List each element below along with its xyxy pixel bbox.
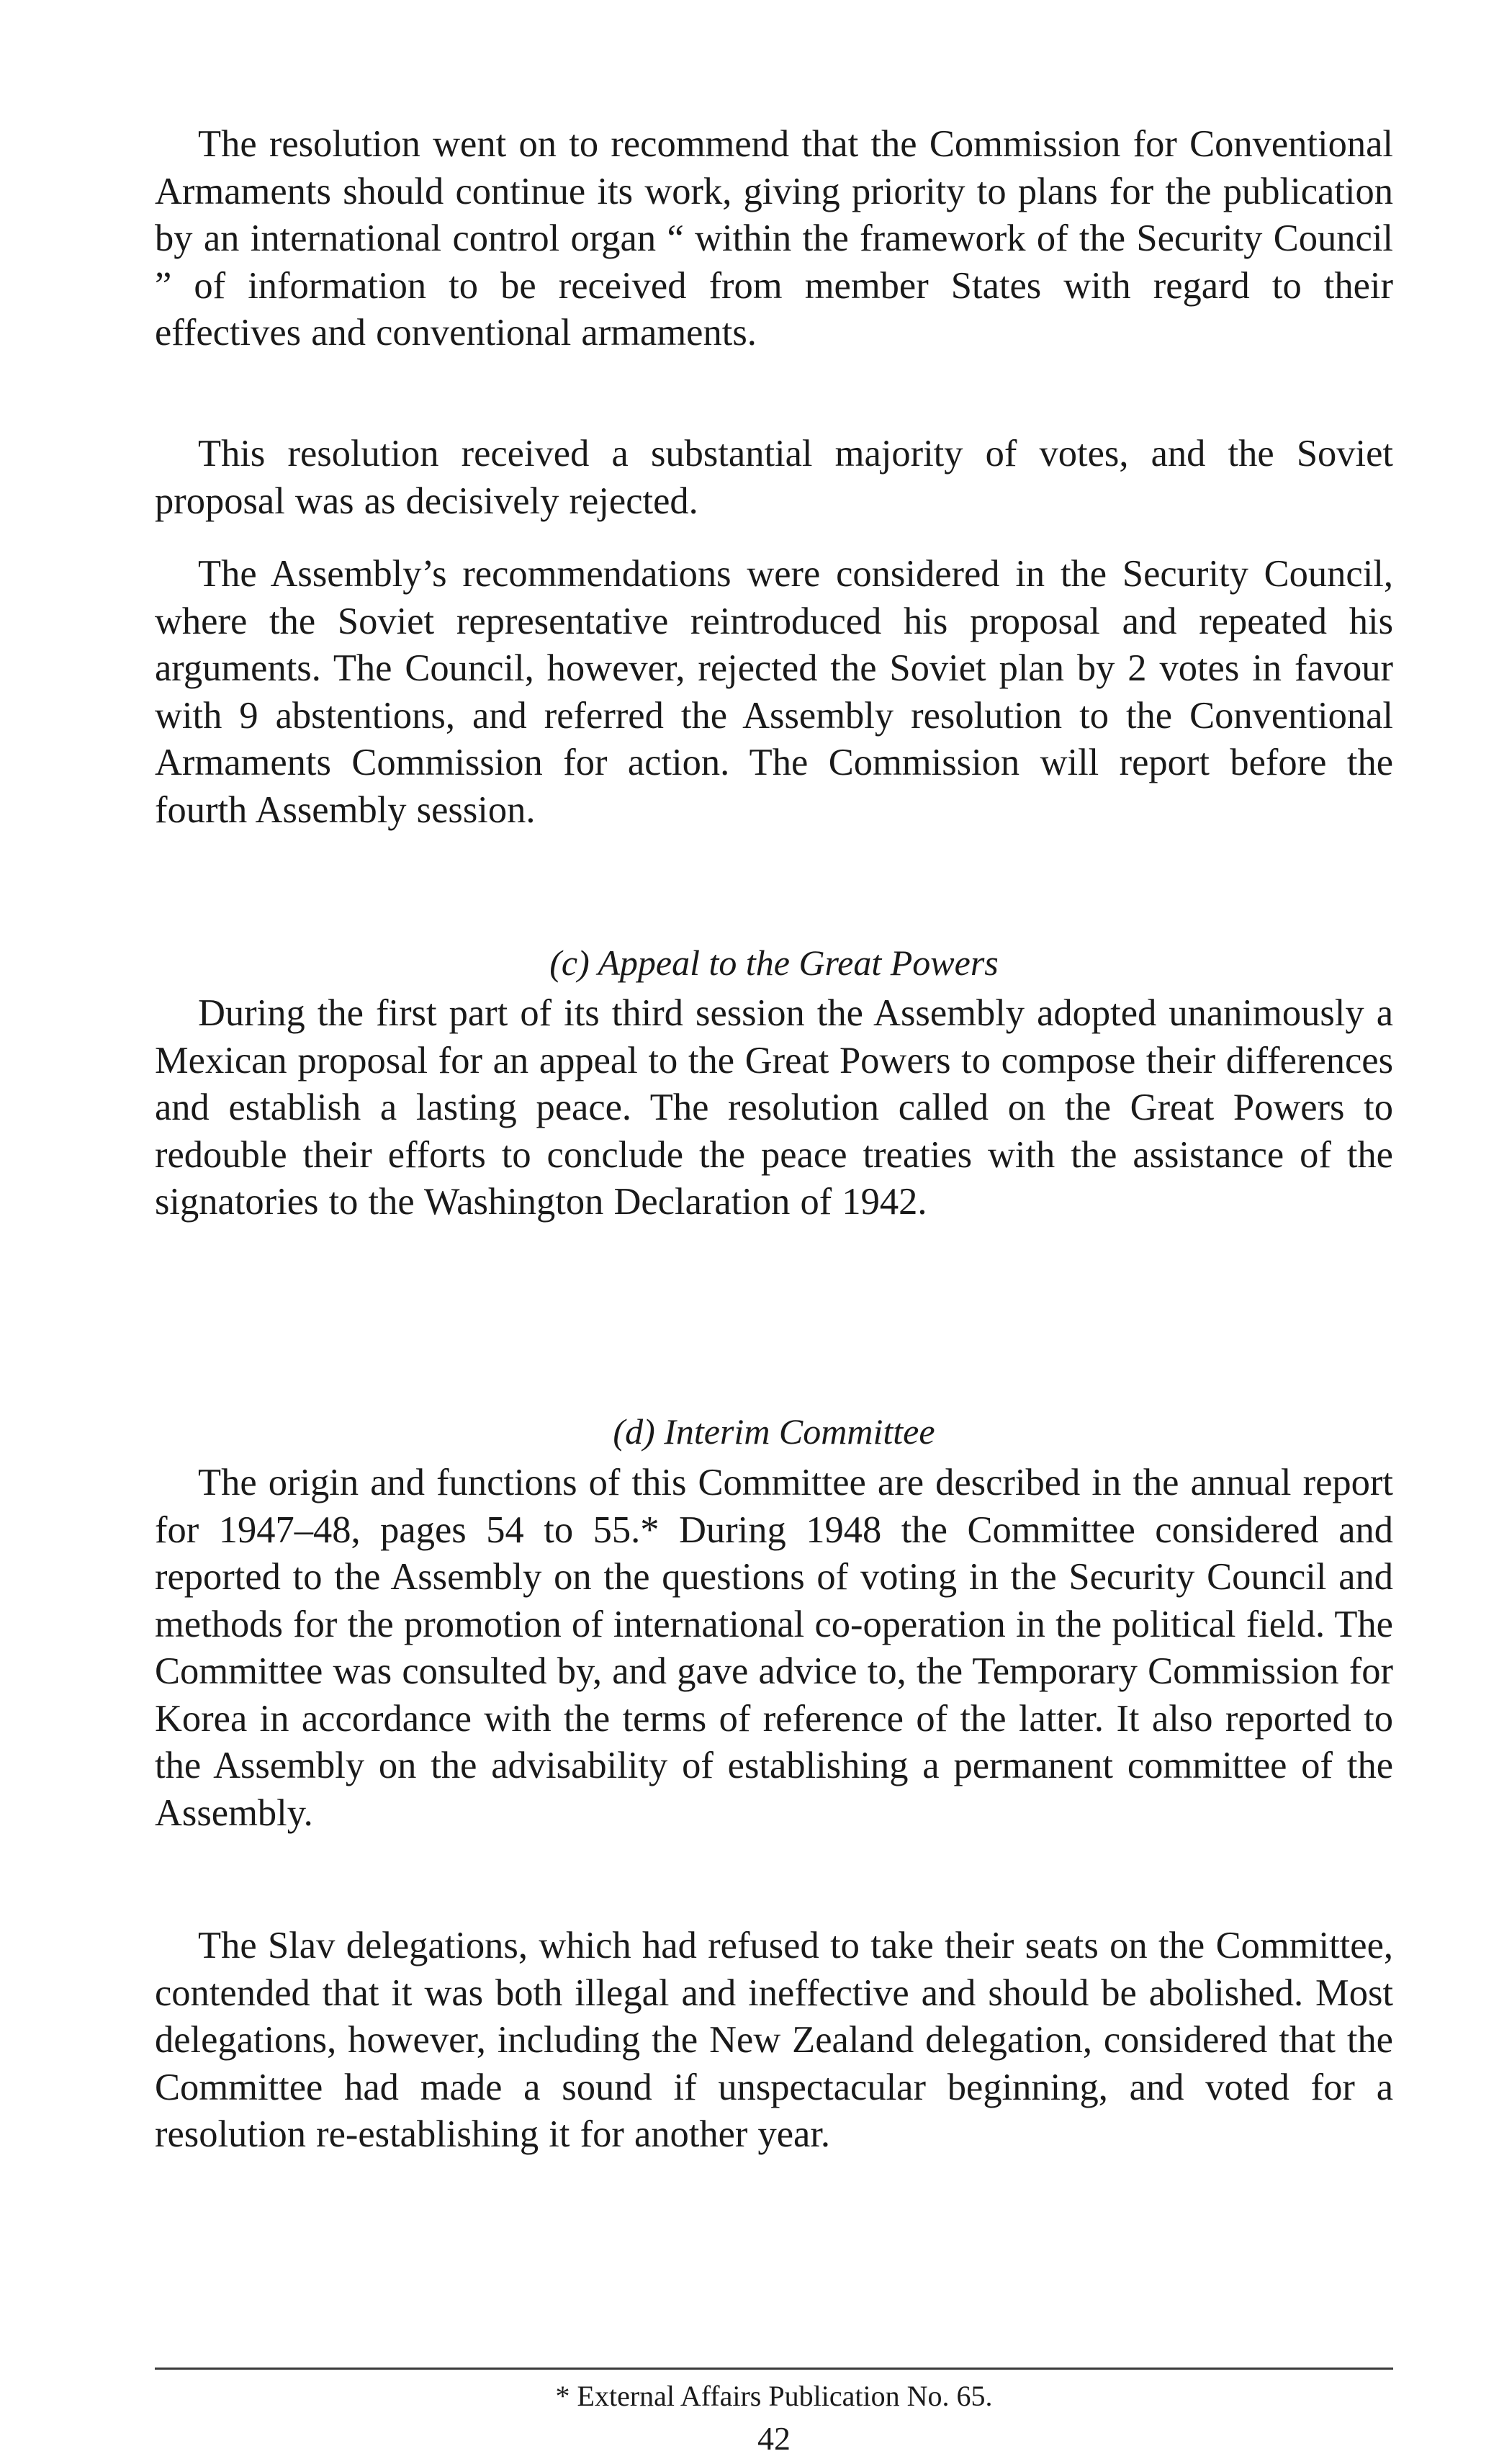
heading-label: (c) — [549, 943, 590, 983]
paragraph-text: The origin and functions of this Committee are described in the annual report for 1947–48, pages 54 to 55.* During 1948 the Committee considered and reported to the Assembly on the questions of voting in the Security Council and methods for the promotion of international co-operation in the political field. The Committee was consulted by, and gave advice to, the Temporary Commission for Korea in accordance with the terms of reference of the latter. It also reported to the Assembly on the advisability of establishing a permanent committee of the Assembly. — [155, 1462, 1393, 1834]
paragraph-commission-recommendation — [155, 121, 1393, 357]
footnote: * External Affairs Publication No. 65. — [555, 2380, 993, 2412]
paragraph-great-powers-appeal — [155, 990, 1393, 1226]
heading-title: Appeal to the Great Powers — [598, 943, 999, 983]
section-heading-d — [155, 1410, 1393, 1453]
paragraph-slav-delegations — [155, 1923, 1393, 2159]
heading-label: (d) — [613, 1411, 655, 1452]
paragraph-resolution-votes — [155, 431, 1393, 525]
paragraph-security-council — [155, 551, 1393, 834]
heading-title: Interim Committee — [664, 1411, 935, 1452]
paragraph-text: The resolution went on to recommend that the Commission for Conventional Armaments should continue its work, giving priority to plans for the publication by an international control organ “ within the framework of the Security Council ” of information to be received from member States with regard to their effectives and conventional armaments. — [155, 123, 1393, 354]
paragraph-text: The Slav delegations, which had refused to take their seats on the Committee, contended that it was both illegal and ineffective and should be abolished. Most delegations, however, including the New Zealand delegation, considered that the Committee had made a sound if unspectacular beginning, and voted for a resolution re-establishing it for another year. — [155, 1925, 1393, 2155]
footnote-divider — [155, 2368, 1393, 2370]
section-heading-c — [155, 941, 1393, 984]
paragraph-text: This resolution received a substantial majority of votes, and the Soviet proposal was as decisively rejected. — [155, 433, 1393, 522]
paragraph-text: During the first part of its third session the Assembly adopted unanimously a Mexican proposal for an appeal to the Great Powers to compose their differences and establish a lasting peace. The resolution called on the Great Powers to redouble their efforts to conclude the peace treaties with the assistance of the signatories to the Washington Declaration of 1942. — [155, 992, 1393, 1223]
paragraph-interim-committee — [155, 1460, 1393, 1837]
paragraph-text: The Assembly’s recommendations were considered in the Security Council, where the Soviet representative reintroduced his proposal and repeated his arguments. The Council, however, rejected the Soviet plan by 2 votes in favour with 9 abstentions, and referred the Assembly resolution to the Conventional Armaments Commission for action. The Commission will report before the fourth Assembly session. — [155, 553, 1393, 831]
page-number: 42 — [757, 2420, 791, 2457]
